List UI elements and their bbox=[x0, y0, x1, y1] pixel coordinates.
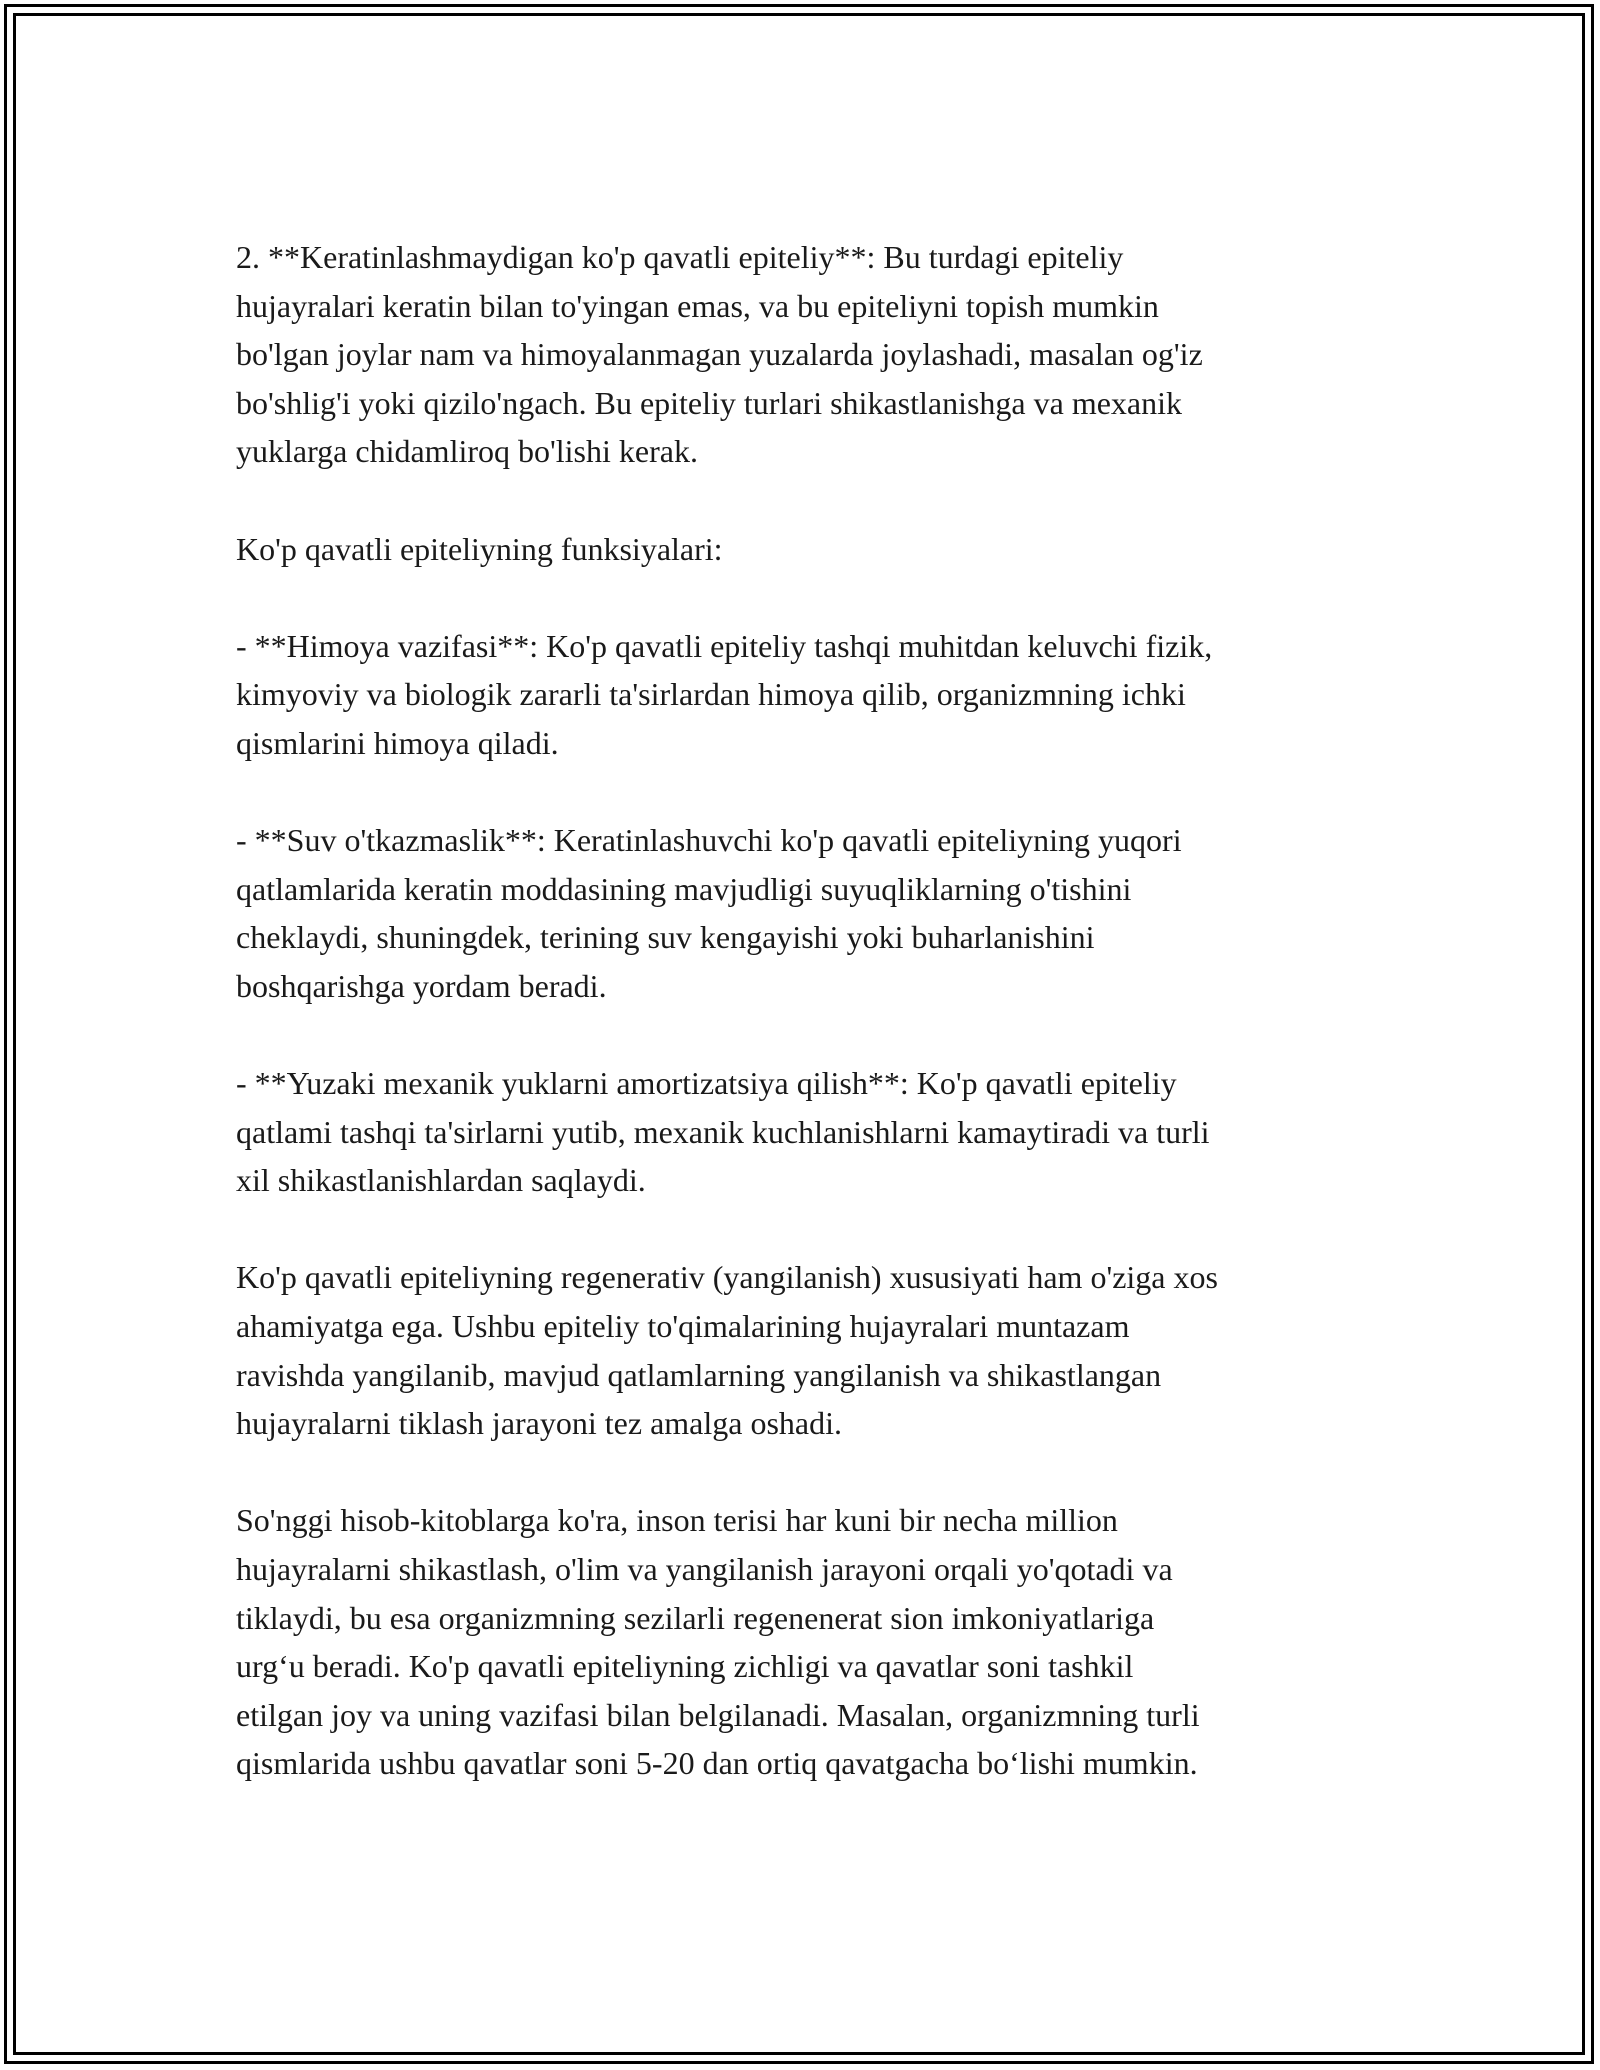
paragraph-himoya-vazifasi: - **Himoya vazifasi**: Ko'p qavatli epiteliy tashqi muhitdan keluvchi fizik, kimyoviy va biologik zararli ta'sirlardan himoya qilib, organizmning ichki qismlarini himoya qiladi. bbox=[236, 627, 1213, 761]
paragraph-funksiyalari-heading: Ko'p qavatli epiteliyning funksiyalari: bbox=[236, 530, 723, 567]
paragraph-hisob-kitoblar: So'nggi hisob-kitoblarga ko'ra, inson terisi har kuni bir necha million hujayralarni shikastlash, o'lim va yangilanish jarayoni orqali yo'qotadi va tiklaydi, bu esa organizmning sezilarli regenenerat sion imkoniyatlariga urg‘u beradi. Ko'p qavatli epiteliyning zichligi va qavatlar soni tashkil etilgan joy va uning vazifasi bilan belgilanadi. Masalan, organizmning turli qismlarida ushbu qavatlar soni 5-20 dan ortiq qavatgacha bo‘lishi mumkin. bbox=[236, 1502, 1200, 1782]
paragraph-regenerativ-xususiyat: Ko'p qavatli epiteliyning regenerativ (yangilanish) xususiyati ham o'ziga xos ahamiyatga ega. Ushbu epiteliy to'qimalarining hujayralari muntazam ravishda yangilanib, mavjud qatlamlarning yangilanish va shikastlangan hujayralarni tiklash jarayoni tez amalga oshadi. bbox=[236, 1259, 1218, 1442]
document-body bbox=[236, 233, 1386, 1788]
paragraph-keratinlashmaydigan-epiteliy: 2. **Keratinlashmaydigan ko'p qavatli epiteliy**: Bu turdagi epiteliy hujayralari keratin bilan to'yingan emas, va bu epiteliyni topish mumkin bo'lgan joylar nam va himoyalanmagan yuzalarda joylashadi, masalan og'iz bo'shlig'i yoki qizilo'ngach. Bu epiteliy turlari shikastlanishga va mexanik yuklarga chidamliroq bo'lishi kerak. bbox=[236, 239, 1203, 470]
paragraph-suv-otkazmaslik: - **Suv o'tkazmaslik**: Keratinlashuvchi ko'p qavatli epiteliyning yuqori qatlamlarida keratin moddasining mavjudligi suyuqliklarning o'tishini cheklaydi, shuningdek, terining suv kengayishi yoki buharlanishini boshqarishga yordam beradi. bbox=[236, 822, 1182, 1004]
paragraph-mexanik-yuklar: - **Yuzaki mexanik yuklarni amortizatsiya qilish**: Ko'p qavatli epiteliy qatlami tashqi ta'sirlarni yutib, mexanik kuchlanishlarni kamaytiradi va turli xil shikastlanishlardan saqlaydi. bbox=[236, 1065, 1210, 1199]
